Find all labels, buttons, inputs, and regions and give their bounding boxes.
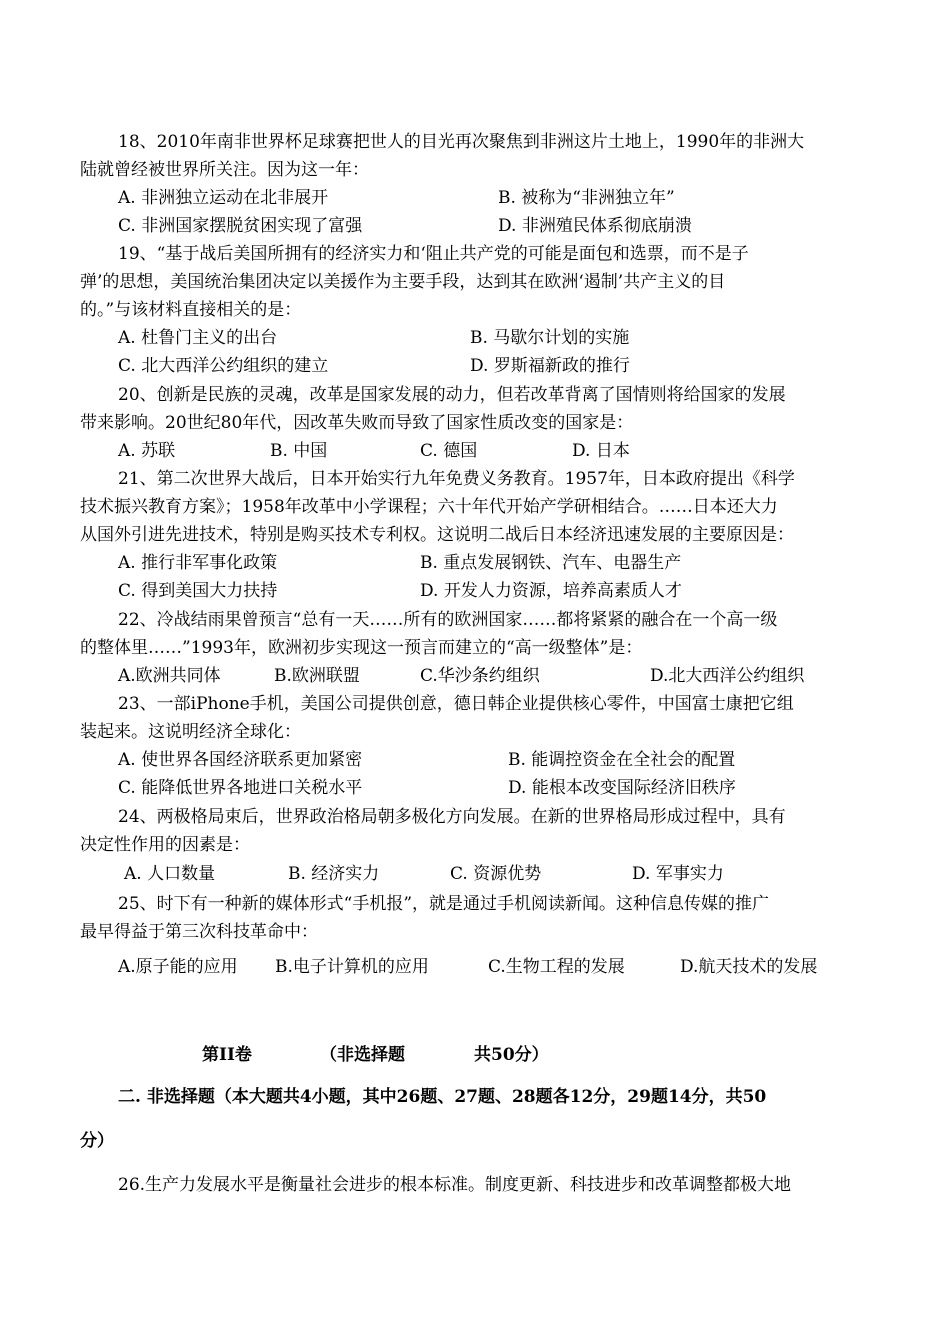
q22-option-a: A.欧洲共同体: [118, 666, 221, 686]
q20-line-2: 带来影响。20世纪80年代，因改革失败而导致了国家性质改变的国家是：: [80, 413, 634, 433]
q18-option-c: C. 非洲国家摆脱贫困实现了富强: [118, 216, 363, 236]
q26-line-1: 26.生产力发展水平是衡量社会进步的根本标准。制度更新、科技进步和改革调整都极大地: [118, 1175, 792, 1195]
q23-option-a: A. 使世界各国经济联系更加紧密: [118, 750, 363, 770]
section-heading-line-1: 二. 非选择题（本大题共4小题，其中26题、27题、28题各12分，29题14分，共50: [118, 1087, 767, 1107]
q19-line-2: 弹’的思想，美国统治集团决定以美援作为主要手段，达到其在欧洲‘遏制’共产主义的目: [80, 272, 726, 292]
q25-option-c: C.生物工程的发展: [488, 957, 625, 977]
q18-option-d: D. 非洲殖民体系彻底崩溃: [498, 216, 692, 236]
q20-option-a: A. 苏联: [118, 441, 176, 461]
q23-line-2: 装起来。这说明经济全球化：: [80, 722, 301, 742]
q20-option-d: D. 日本: [572, 441, 630, 461]
q25-line-1: 25、时下有一种新的媒体形式“手机报”，就是通过手机阅读新闻。这种信息传媒的推广: [118, 894, 770, 914]
q25-option-a: A.原子能的应用: [118, 957, 238, 977]
q22-line-1: 22、冷战结雨果曾预言“总有一天……所有的欧洲国家……都将紧紧的融合在一个高一级: [118, 610, 778, 630]
q20-option-c: C. 德国: [420, 441, 478, 461]
q18-line-1: 18、2010年南非世界杯足球赛把世人的目光再次聚焦到非洲这片土地上，1990年的非洲大: [118, 132, 805, 152]
q24-option-d: D. 军事实力: [632, 864, 724, 884]
q24-line-1: 24、两极格局束后，世界政治格局朝多极化方向发展。在新的世界格局形成过程中，具有: [118, 807, 786, 827]
q19-option-b: B. 马歇尔计划的实施: [470, 328, 630, 348]
section-heading-line-2: 分）: [80, 1131, 114, 1151]
q19-line-1: 19、“基于战后美国所拥有的经济实力和‘阻止共产党的可能是面包和选票，而不是子: [118, 244, 749, 264]
section-part-title: 第II卷: [202, 1045, 252, 1065]
q19-option-c: C. 北大西洋公约组织的建立: [118, 356, 329, 376]
q23-line-1: 23、一部iPhone手机，美国公司提供创意，德日韩企业提供核心零件，中国富士康把它组: [118, 694, 794, 714]
q21-line-1: 21、第二次世界大战后，日本开始实行九年免费义务教育。1957年，日本政府提出《科学: [118, 469, 795, 489]
q22-option-c: C.华沙条约组织: [420, 666, 540, 686]
q21-option-d: D. 开发人力资源，培养高素质人才: [420, 581, 682, 601]
q25-option-d: D.航天技术的发展: [680, 957, 818, 977]
q18-option-a: A. 非洲独立运动在北非展开: [118, 188, 329, 208]
q25-option-b: B.电子计算机的应用: [275, 957, 429, 977]
q24-option-c: C. 资源优势: [450, 864, 542, 884]
q24-line-2: 决定性作用的因素是：: [80, 835, 250, 855]
q24-option-b: B. 经济实力: [288, 864, 380, 884]
q20-option-b: B. 中国: [270, 441, 328, 461]
q22-option-b: B.欧洲联盟: [274, 666, 360, 686]
q23-option-d: D. 能根本改变国际经济旧秩序: [508, 778, 736, 798]
q21-line-3: 从国外引进先进技术，特别是购买技术专利权。这说明二战后日本经济迅速发展的主要原因是：: [80, 525, 794, 545]
q21-line-2: 技术振兴教育方案》；1958年改革中小学课程；六十年代开始产学研相结合。……日本还大力: [80, 497, 778, 517]
q22-line-2: 的整体里……”1993年，欧洲初步实现这一预言而建立的“高一级整体”是：: [80, 638, 643, 658]
q18-option-b: B. 被称为“非洲独立年”: [498, 188, 675, 208]
q23-option-b: B. 能调控资金在全社会的配置: [508, 750, 736, 770]
q24-option-a: A. 人口数量: [124, 864, 216, 884]
q19-option-a: A. 杜鲁门主义的出台: [118, 328, 278, 348]
q19-option-d: D. 罗斯福新政的推行: [470, 356, 630, 376]
q23-option-c: C. 能降低世界各地进口关税水平: [118, 778, 363, 798]
q22-option-d: D.北大西洋公约组织: [650, 666, 805, 686]
q25-line-2: 最早得益于第三次科技革命中：: [80, 922, 318, 942]
q21-option-a: A. 推行非军事化政策: [118, 553, 278, 573]
q20-line-1: 20、创新是民族的灵魂，改革是国家发展的动力，但若改革背离了国情则将给国家的发展: [118, 385, 786, 405]
q19-line-3: 的。”与该材料直接相关的是：: [80, 300, 302, 320]
q21-option-b: B. 重点发展钢铁、汽车、电器生产: [420, 553, 682, 573]
q21-option-c: C. 得到美国大力扶持: [118, 581, 278, 601]
q18-line-2: 陆就曾经被世界所关注。因为这一年：: [80, 160, 369, 180]
section-type-label: （非选择题: [320, 1045, 405, 1065]
section-score-label: 共50分）: [474, 1045, 549, 1065]
